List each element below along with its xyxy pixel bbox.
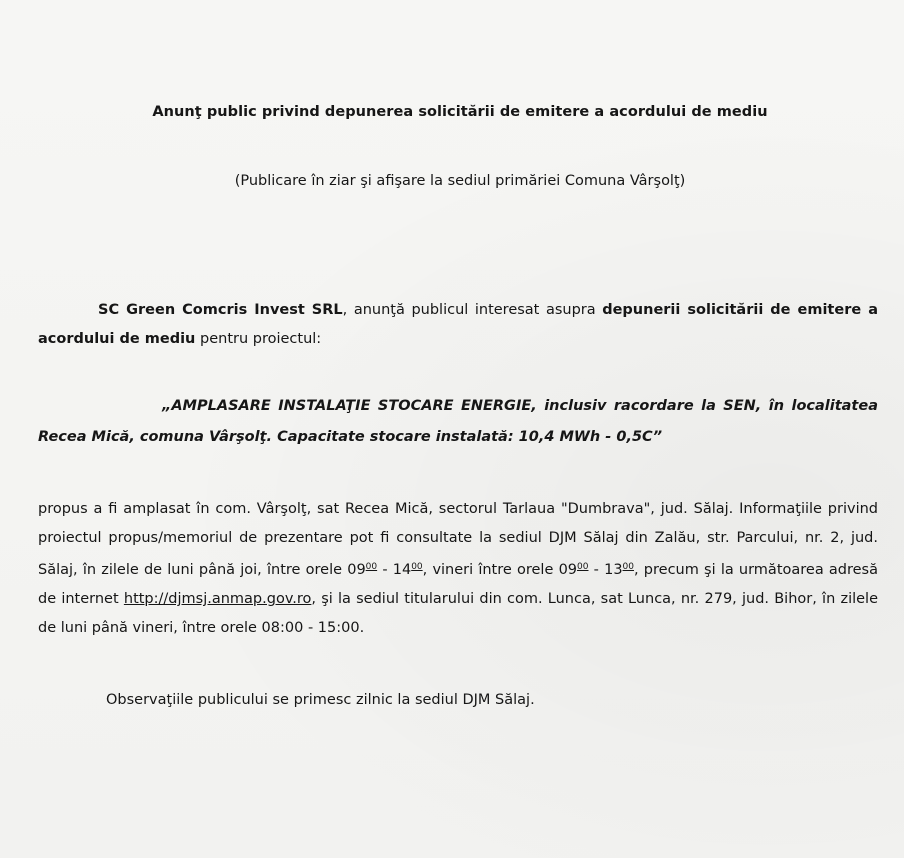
time-superscript: 00 — [365, 562, 378, 572]
intro-paragraph — [38, 296, 878, 354]
website-link[interactable]: http://djmsj.anmap.gov.ro — [123, 591, 312, 607]
body-segment: propus a fi amplasat în com. Vârşolţ, sat Recea Mică, sectorul Tarlaua "Dumbrava", jud. Sălaj. Informaţiile privind proiectul propus/memoriul de prezentare pot fi consultate la sediul DJM Sălaj din Zalău, str. Parcului, nr. 2, jud. Sălaj, în zilele de luni până joi, între orele 09 — [38, 501, 878, 578]
company-name: SC Green Comcris Invest SRL — [98, 302, 343, 318]
body-segment: - 14 — [377, 562, 412, 578]
intro-text-1: , anunţă publicul interesat asupra — [342, 302, 603, 318]
body-segment: - 13 — [588, 562, 623, 578]
time-superscript: 00 — [577, 562, 589, 572]
intro-text-2: pentru proiectul: — [195, 331, 322, 347]
body-segment: , precum şi la următoarea adresă de internet — [38, 562, 878, 607]
project-title: „AMPLASARE INSTALAŢIE STOCARE ENERGIE, inclusiv racordare la SEN, în localitatea Recea Mică, comuna Vârşolţ. Capacitate stocare instalată: 10,4 MWh - 0,5C” — [38, 398, 878, 445]
body-segment: , şi la sediul titularului din com. Lunca, sat Lunca, nr. 279, jud. Bihor, în zilele de luni până vineri, între orele 08:00 - 15:00. — [38, 591, 879, 636]
observation-paragraph: Observaţiile publicului se primesc zilnic la sediul DJM Sălaj. — [106, 692, 535, 708]
time-superscript: 00 — [622, 562, 634, 572]
document-title: Anunţ public privind depunerea solicitării de emitere a acordului de mediu — [152, 104, 768, 120]
body-segment: , vineri între orele 09 — [422, 562, 578, 578]
body-paragraph — [38, 495, 878, 643]
time-superscript: 00 — [411, 562, 423, 572]
document-subtitle: (Publicare în ziar şi afişare la sediul primăriei Comuna Vârşolţ) — [234, 173, 686, 189]
intro-highlight: depunerii solicitării de emitere a acordului de mediu — [38, 302, 878, 347]
